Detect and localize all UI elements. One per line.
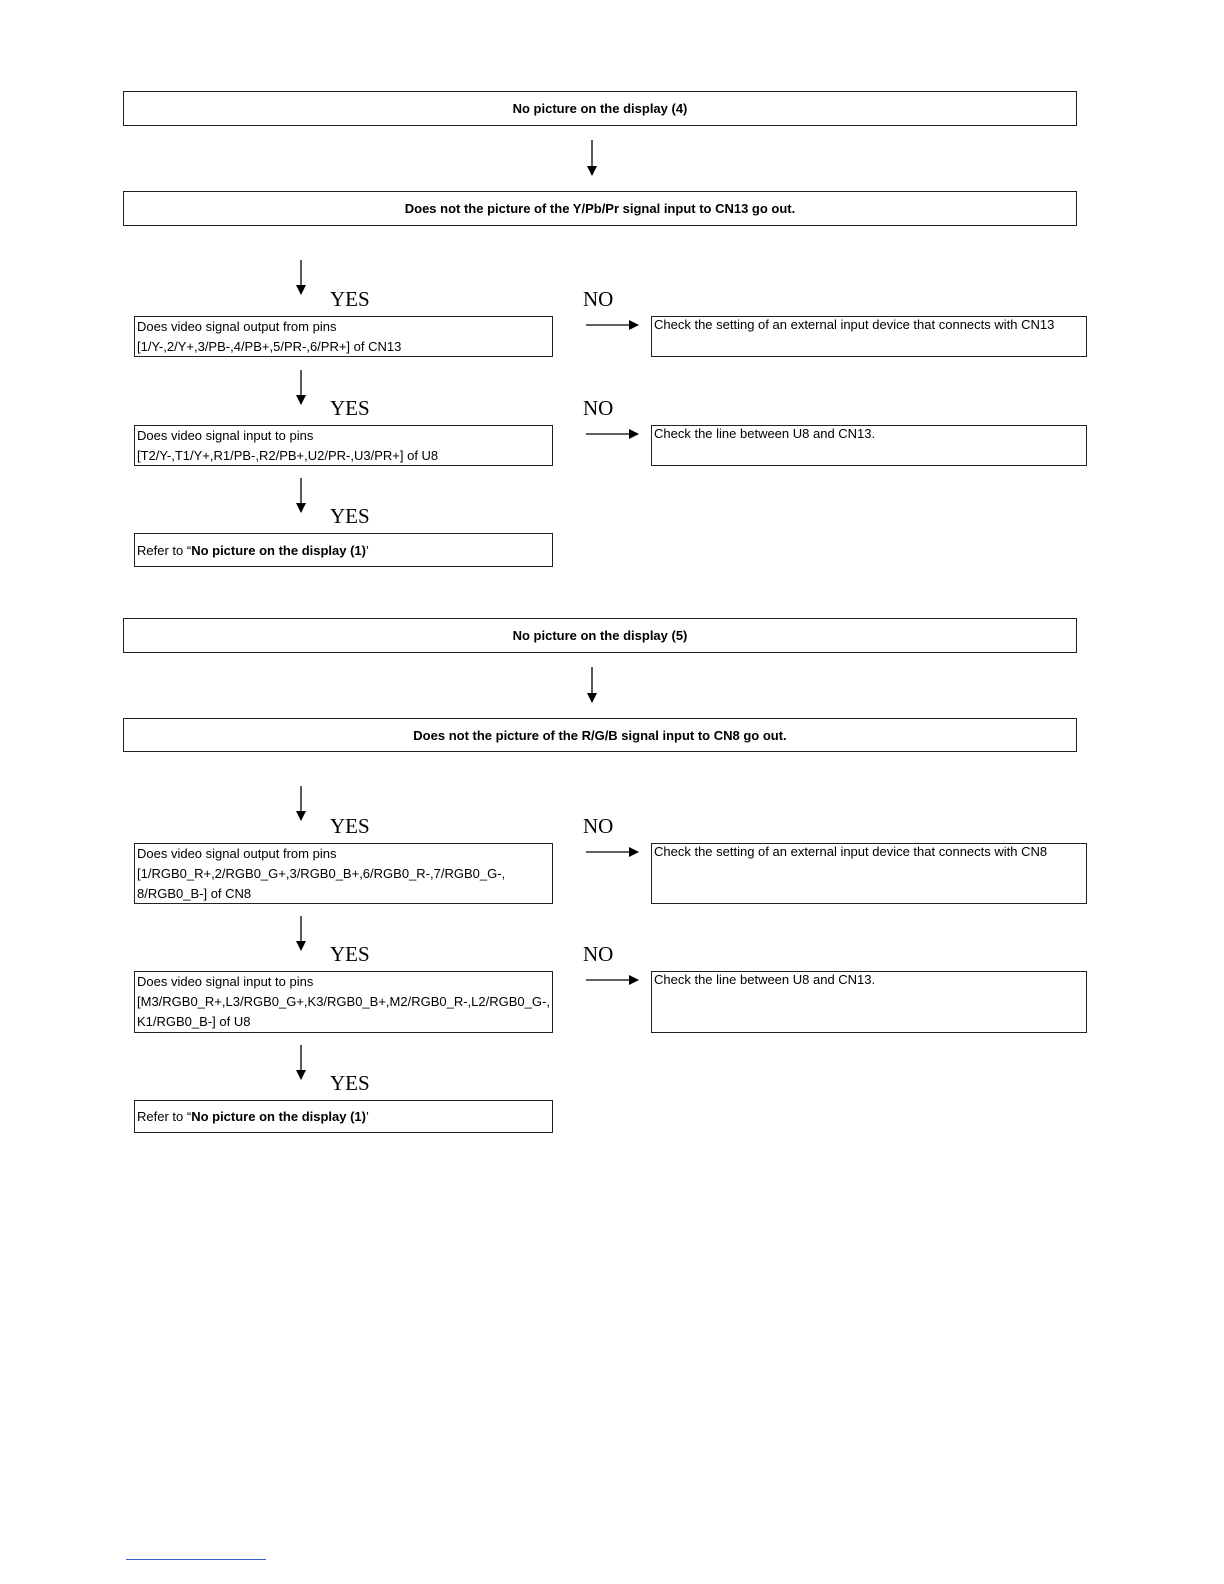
flow1-step1-yes-label: YES (330, 287, 370, 311)
flow2-step1-no-result: Check the setting of an external input device that connects with CN8 (654, 844, 1048, 859)
flow2-refer-suffix: ’ (365, 1109, 369, 1124)
flow1-step2-line-2: [T2/Y-,T1/Y+,R1/PB-,R2/PB+,U2/PR-,U3/PR+] of U8 (137, 448, 439, 463)
flow2-step2-no-result: Check the line between U8 and CN13. (654, 972, 876, 987)
flow2-step3-yes-label: YES (330, 1071, 370, 1095)
flow1-question: Does not the picture of the Y/Pb/Pr signal input to CN13 go out. (404, 201, 796, 216)
flow1-step1-no-label: NO (583, 287, 614, 311)
flow2-step1-box (134, 843, 553, 904)
flow2-step2-no-arrow-icon (586, 974, 640, 986)
flow1-step2-no-result: Check the line between U8 and CN13. (654, 426, 876, 441)
flow1-refer-prefix: Refer to “ (137, 542, 192, 558)
flow1-step1-no-arrow-icon (586, 319, 640, 331)
flow2-title-box (123, 618, 1077, 653)
flow1-step1-no-result: Check the setting of an external input device that connects with CN13 (654, 317, 1055, 332)
flow2-refer-link-text: No picture on the display (1) (191, 1109, 366, 1124)
footer-divider (126, 1559, 266, 1560)
flow1-title-box (123, 91, 1077, 126)
flow2-refer-prefix: Refer to “ (137, 1109, 192, 1124)
flow2-step1-no-label: NO (583, 814, 614, 838)
flow2-question-box (123, 718, 1077, 752)
flow1-step2-no-label: NO (583, 396, 614, 420)
flow2-question: Does not the picture of the R/G/B signal input to CN8 go out. (413, 727, 787, 743)
flow1-step2-no-result-box (651, 425, 1087, 466)
flow2-arrow-down-icon (586, 667, 598, 703)
flow1-title: No picture on the display (4) (512, 101, 688, 116)
flow2-step1-yes-arrow-icon (295, 786, 307, 822)
flow1-step2-yes-arrow-icon (295, 370, 307, 406)
flow1-step2-yes-label: YES (330, 396, 370, 420)
flow2-step2-line-3: K1/RGB0_B-] of U8 (137, 1014, 251, 1029)
flow1-step2-box (134, 425, 553, 466)
flow2-step2-yes-label: YES (330, 942, 370, 966)
flow2-step1-line-3: 8/RGB0_B-] of CN8 (137, 886, 252, 901)
flow1-step1-yes-arrow-icon (295, 260, 307, 296)
flow2-step1-line-2: [1/RGB0_R+,2/RGB0_G+,3/RGB0_B+,6/RGB0_R-,7/RGB0_G-, (137, 866, 506, 881)
flow2-step1-yes-label: YES (330, 814, 370, 838)
flow1-refer-suffix: ’ (365, 542, 369, 558)
flow1-step2-no-arrow-icon (586, 428, 640, 440)
flow2-step2-no-label: NO (583, 942, 614, 966)
flow2-step2-yes-arrow-icon (295, 916, 307, 952)
flow1-refer-box (134, 533, 553, 567)
flow2-step1-line-1: Does video signal output from pins (137, 846, 337, 861)
flow2-step2-no-result-box (651, 971, 1087, 1033)
flow1-step1-line-1: Does video signal output from pins (137, 319, 337, 334)
flow2-step2-box (134, 971, 553, 1033)
flow1-step2-line-1: Does video signal input to pins (137, 428, 314, 443)
flow2-step3-yes-arrow-icon (295, 1045, 307, 1081)
flow2-step1-no-arrow-icon (586, 846, 640, 858)
flow1-refer-link-text: No picture on the display (1) (191, 542, 366, 558)
flow2-step2-line-1: Does video signal input to pins (137, 974, 314, 989)
flow1-arrow-down-icon (586, 140, 598, 176)
flow2-title: No picture on the display (5) (512, 628, 688, 643)
flow1-question-box (123, 191, 1077, 226)
flow1-step3-yes-arrow-icon (295, 478, 307, 514)
flow1-step3-yes-label: YES (330, 504, 370, 528)
flow2-step1-no-result-box (651, 843, 1087, 904)
flow1-step1-line-2: [1/Y-,2/Y+,3/PB-,4/PB+,5/PR-,6/PR+] of CN13 (137, 339, 402, 354)
flow2-step2-line-2: [M3/RGB0_R+,L3/RGB0_G+,K3/RGB0_B+,M2/RGB0_R-,L2/RGB0_G-, (137, 994, 550, 1009)
flow2-refer-box (134, 1100, 553, 1133)
flow1-step1-box (134, 316, 553, 357)
flow1-step1-no-result-box (651, 316, 1087, 357)
